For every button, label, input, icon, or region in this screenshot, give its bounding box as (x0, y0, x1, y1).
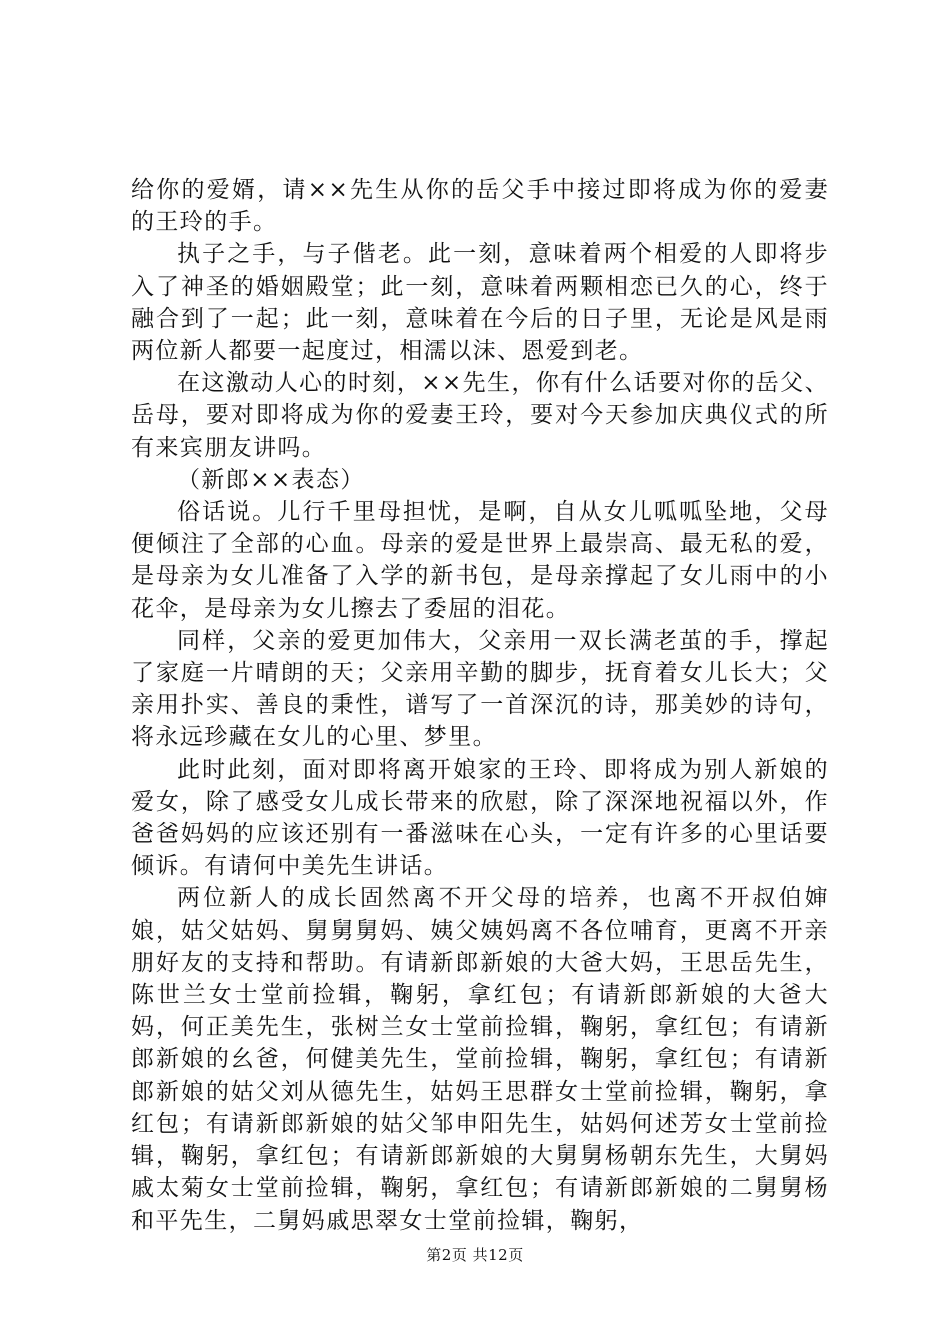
paragraph: 俗话说。儿行千里母担忧，是啊，自从女儿呱呱坠地，父母便倾注了全部的心血。母亲的爱是世界上最崇高、最无私的爱，是母亲为女儿准备了入学的新书包，是母亲撑起了女儿雨中的小花伞，是母亲为女儿擦去了委屈的泪花。 (131, 499, 829, 622)
paragraph: 两位新人的成长固然离不开父母的培养，也离不开叔伯婶娘，姑父姑妈、舅舅舅妈、姨父姨妈离不各位哺育，更离不开亲朋好友的支持和帮助。有请新郎新娘的大爸大妈，王思岳先生，陈世兰女士堂前捡辑，鞠躬，拿红包；有请新郎新娘的大爸大妈，何正美先生，张树兰女士堂前捡辑，鞠躬，拿红包；有请新郎新娘的幺爸，何健美先生，堂前捡辑，鞠躬，拿红包；有请新郎新娘的姑父刘从德先生，姑妈王思群女士堂前捡辑，鞠躬，拿红包；有请新郎新娘的姑父邹申阳先生，姑妈何述芳女士堂前捡辑，鞠躬，拿红包；有请新郎新娘的大舅舅杨朝东先生，大舅妈戚太菊女士堂前捡辑，鞠躬，拿红包；有请新郎新娘的二舅舅杨和平先生，二舅妈戚思翠女士堂前捡辑，鞠躬， (131, 885, 829, 1234)
page-number-footer: 第2页 共12页 (426, 1246, 524, 1264)
paragraph: 此时此刻，面对即将离开娘家的王玲、即将成为别人新娘的爱女，除了感受女儿成长带来的欣慰，除了深深地祝福以外，作爸爸妈妈的应该还别有一番滋味在心头，一定有许多的心里话要倾诉。有请何中美先生讲话。 (131, 756, 829, 880)
paragraph-continuation: 给你的爱婿，请××先生从你的岳父手中接过即将成为你的爱妻的王玲的手。 (131, 177, 829, 236)
paragraph: 在这激动人心的时刻，××先生，你有什么话要对你的岳父、岳母，要对即将成为你的爱妻王玲，要对今天参加庆典仪式的所有来宾朋友讲吗。 (131, 370, 829, 461)
paragraph: 同样，父亲的爱更加伟大，父亲用一双长满老茧的手，撑起了家庭一片晴朗的天；父亲用辛勤的脚步，抚育着女儿长大；父亲用扑实、善良的秉性，谱写了一首深沉的诗，那美妙的诗句，将永远珍藏在女儿的心里、梦里。 (131, 627, 829, 751)
document-body (131, 174, 829, 1237)
paragraph: 执子之手，与子偕老。此一刻，意味着两个相爱的人即将步入了神圣的婚姻殿堂；此一刻，意味着两颗相恋已久的心，终于融合到了一起；此一刻，意味着在今后的日子里，无论是风是雨两位新人都要一起度过，相濡以沫、恩爱到老。 (131, 241, 829, 365)
paragraph-stage-direction: （新郎××表态） (177, 466, 365, 493)
